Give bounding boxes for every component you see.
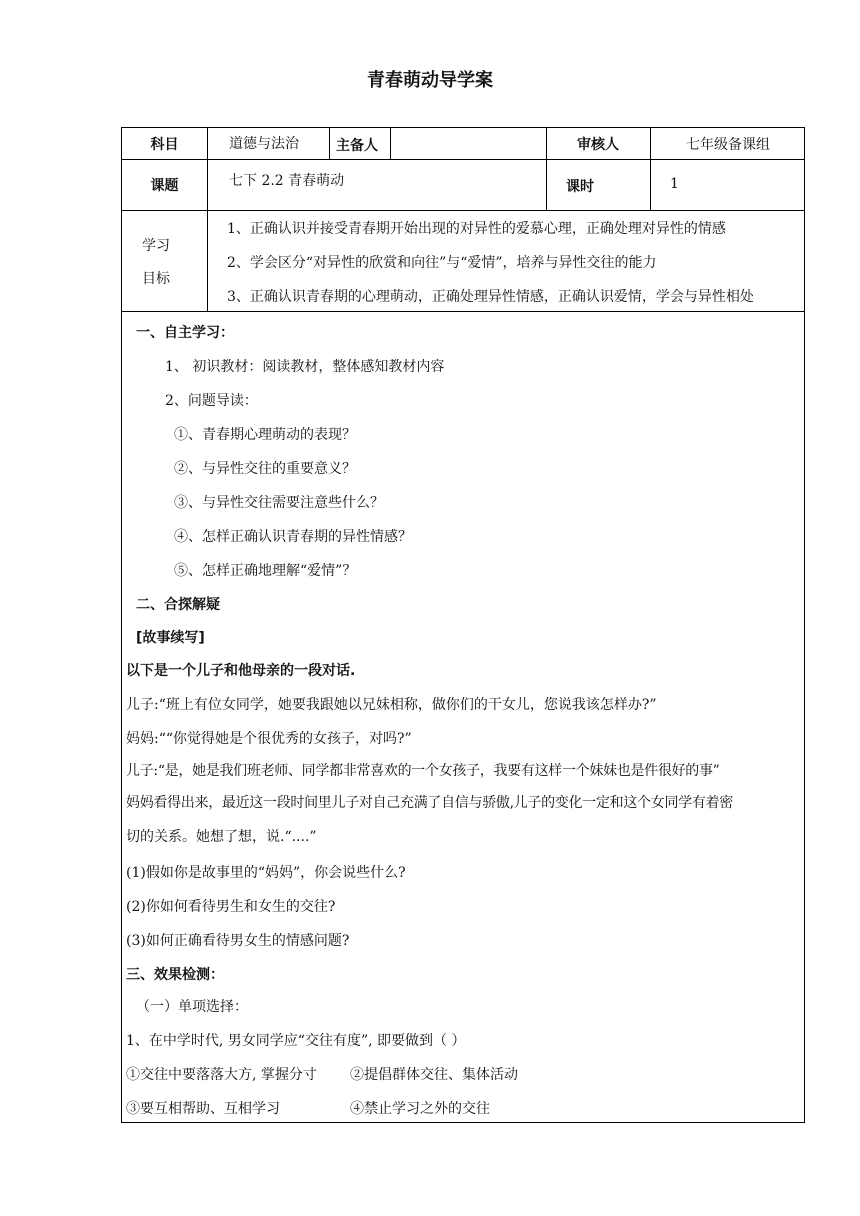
topic-label: 课题 bbox=[150, 177, 179, 194]
dialog-line: 儿子:“班上有位女同学，她要我跟她以兄妹相称，做你们的干女儿，您说我该怎样办?” bbox=[126, 697, 657, 713]
goal-item-3: 3、正确认识青春期的心理萌动，正确处理异性情感，正确认识爱情，学会与异性相处 bbox=[227, 289, 754, 305]
preparer-label: 主备人 bbox=[336, 138, 378, 154]
mcq-option: ③要互相帮助、互相学习 bbox=[126, 1101, 280, 1117]
section-3-title: 三、效果检测： bbox=[126, 967, 224, 983]
dialog-line: 儿子:“是，她是我们班老师、同学都非常喜欢的一个女孩子，我要有这样一个妹妹也是件很好的事” bbox=[126, 763, 720, 779]
story-question: (3)如何正确看待男女生的情感问题? bbox=[126, 933, 350, 949]
guide-question: ④、怎样正确认识青春期的异性情感？ bbox=[174, 529, 412, 545]
self-study-item-2: 2、问题导读： bbox=[165, 393, 258, 409]
col-divider bbox=[207, 128, 208, 311]
reviewer-label: 审核人 bbox=[577, 136, 619, 153]
col-divider bbox=[329, 128, 330, 159]
story-question: (2)你如何看待男生和女生的交往? bbox=[126, 899, 336, 915]
mcq-option: ①交往中要落落大方, 掌握分寸 bbox=[126, 1067, 317, 1083]
page-title: 青春萌动导学案 bbox=[367, 70, 493, 91]
goal-item-2: 2、学会区分“对异性的欣赏和向往”与“爱情”，培养与异性交往的能力 bbox=[227, 255, 657, 271]
row-divider bbox=[122, 210, 804, 211]
period-value: 1 bbox=[670, 176, 679, 192]
mcq-option: ②提倡群体交往、集体活动 bbox=[350, 1067, 518, 1083]
row-divider bbox=[122, 159, 804, 160]
section-1-title: 一、自主学习： bbox=[136, 325, 234, 341]
guide-question: ③、与异性交往需要注意些什么？ bbox=[174, 495, 384, 511]
guide-question: ⑤、怎样正确地理解“爱情”？ bbox=[174, 563, 357, 579]
mcq-question: 1、在中学时代, 男女同学应“交往有度”, 即要做到（ ） bbox=[126, 1033, 466, 1049]
single-choice-heading: （一）单项选择： bbox=[136, 999, 248, 1015]
lesson-plan-table bbox=[121, 127, 805, 1123]
reviewer-value: 七年级备课组 bbox=[686, 136, 770, 153]
goals-label-line2: 目标 bbox=[142, 271, 170, 287]
col-divider bbox=[390, 128, 391, 159]
period-label: 课时 bbox=[566, 179, 594, 195]
row-divider bbox=[122, 311, 804, 312]
section-2-title: 二、合探解疑 bbox=[136, 597, 220, 613]
subject-label: 科目 bbox=[150, 136, 179, 153]
guide-question: ①、青春期心理萌动的表现？ bbox=[174, 427, 356, 443]
topic-value: 七下 2.2 青春萌动 bbox=[229, 173, 345, 189]
story-heading: [故事续写] bbox=[136, 630, 205, 646]
dialog-line: 妈妈看得出来，最近这一段时间里儿子对自己充满了自信与骄傲,儿子的变化一定和这个女同学有着密 bbox=[126, 795, 733, 811]
story-question: (1)假如你是故事里的“妈妈”，你会说些什么? bbox=[126, 865, 406, 881]
subject-value: 道德与法治 bbox=[229, 136, 299, 152]
goal-item-1: 1、正确认识并接受青春期开始出现的对异性的爱慕心理，正确处理对异性的情感 bbox=[227, 221, 726, 237]
mcq-option: ④禁止学习之外的交往 bbox=[350, 1101, 490, 1117]
self-study-item-1: 1、 初识教材：阅读教材，整体感知教材内容 bbox=[165, 359, 445, 375]
dialog-line: 妈妈:““你觉得她是个很优秀的女孩子，对吗?” bbox=[126, 731, 412, 747]
dialog-line: 切的关系。她想了想，说.“....” bbox=[126, 829, 317, 845]
goals-label-line1: 学习 bbox=[142, 238, 170, 254]
guide-question: ②、与异性交往的重要意义？ bbox=[174, 461, 356, 477]
story-intro: 以下是一个儿子和他母亲的一段对话. bbox=[126, 663, 356, 679]
